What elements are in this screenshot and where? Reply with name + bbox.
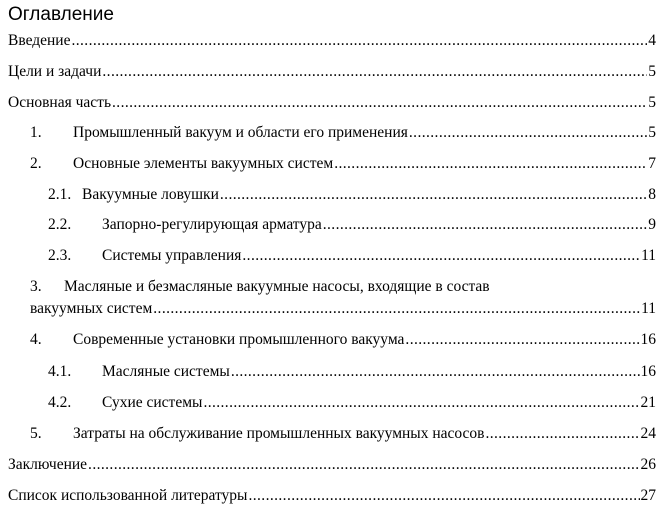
toc-entry-title-continued: вакуумных систем [30,300,153,317]
toc-entry-title: Масляные и безмасляные вакуумные насосы, входящие в состав [64,278,490,295]
toc-entry-page: 11 [641,300,656,317]
toc-entry-conclusion[interactable] [8,455,656,475]
toc-entry-title: Основные элементы вакуумных систем [73,155,334,172]
toc-entry-title: Системы управления [102,247,242,264]
toc-entry-page: 11 [641,247,656,264]
toc-entry-title: Современные установки промышленного вакуума [73,331,405,348]
toc-entry-title: Заключение [8,456,88,473]
toc-entry-title: Затраты на обслуживание промышленных вакуумных насосов [73,425,485,442]
dot-leader [323,215,648,235]
toc-entry-number: 4.2. [48,394,72,411]
toc-entry-number: 4.1. [48,363,72,380]
toc-entry-references[interactable] [8,486,656,506]
toc-entry-page: 21 [640,394,656,411]
toc-entry-page: 7 [648,155,656,172]
dot-leader [88,455,639,475]
dot-leader [153,299,640,319]
toc-entry-main-part[interactable] [8,93,656,113]
toc-entry-section-2-1[interactable] [48,185,656,205]
dot-leader [203,393,639,413]
dot-leader [102,62,647,82]
dot-leader [248,486,639,506]
toc-entry-title: Масляные системы [102,363,230,380]
toc-entry-page: 5 [648,124,656,141]
toc-entry-number: 5. [30,425,42,442]
toc-entry-number: 4. [30,331,42,348]
toc-entry-page: 26 [640,456,656,473]
dot-leader [409,123,647,143]
toc-entry-title: Список использованной литературы [8,487,248,504]
dot-leader [485,424,639,444]
toc-entry-title: Основная часть [8,94,112,111]
toc-entry-title: Вакуумные ловушки [82,186,219,203]
toc-entry-section-2[interactable] [30,154,656,174]
toc-entry-page: 5 [648,63,656,80]
toc-entry-section-2-3[interactable] [48,246,656,266]
toc-entry-title: Запорно-регулирующая арматура [102,216,322,233]
toc-entry-page: 4 [648,32,656,49]
dot-leader [405,330,639,350]
toc-entry-page: 8 [648,186,656,203]
toc-entry-page: 27 [640,487,656,504]
toc-entry-page: 16 [640,363,656,380]
dot-leader [242,246,640,266]
toc-entry-number: 3. [30,278,42,295]
toc-entry-introduction[interactable] [8,31,656,51]
toc-entry-number: 2.2. [48,216,72,233]
toc-entry-section-3-line-2[interactable] [30,299,656,319]
toc-entry-title: Введение [8,32,71,49]
toc-entry-section-2-2[interactable] [48,215,656,235]
toc-entry-title: Сухие системы [102,394,203,411]
toc-entry-section-1[interactable] [30,123,656,143]
dot-leader [71,31,647,51]
toc-entry-title: Цели и задачи [8,63,102,80]
toc-heading: Оглавление [8,4,114,25]
toc-entry-page: 9 [648,216,656,233]
toc-entry-number: 1. [30,124,42,141]
toc-entry-goals[interactable] [8,62,656,82]
toc-entry-page: 16 [640,331,656,348]
dot-leader [231,362,640,382]
toc-entry-number: 2.3. [48,247,72,264]
toc-entry-page: 24 [640,425,656,442]
toc-entry-section-4[interactable] [30,330,656,350]
dot-leader [334,154,647,174]
toc-entry-section-4-2[interactable] [48,393,656,413]
toc-entry-title: Промышленный вакуум и области его применения [73,124,408,141]
toc-entry-section-4-1[interactable] [48,362,656,382]
toc-entry-number: 2. [30,155,42,172]
toc-entry-section-3-line-1[interactable] [30,277,490,297]
toc-entry-number: 2.1. [48,186,72,203]
dot-leader [220,185,647,205]
dot-leader [112,93,647,113]
toc-entry-section-5[interactable] [30,424,656,444]
toc-entry-page: 5 [648,94,656,111]
